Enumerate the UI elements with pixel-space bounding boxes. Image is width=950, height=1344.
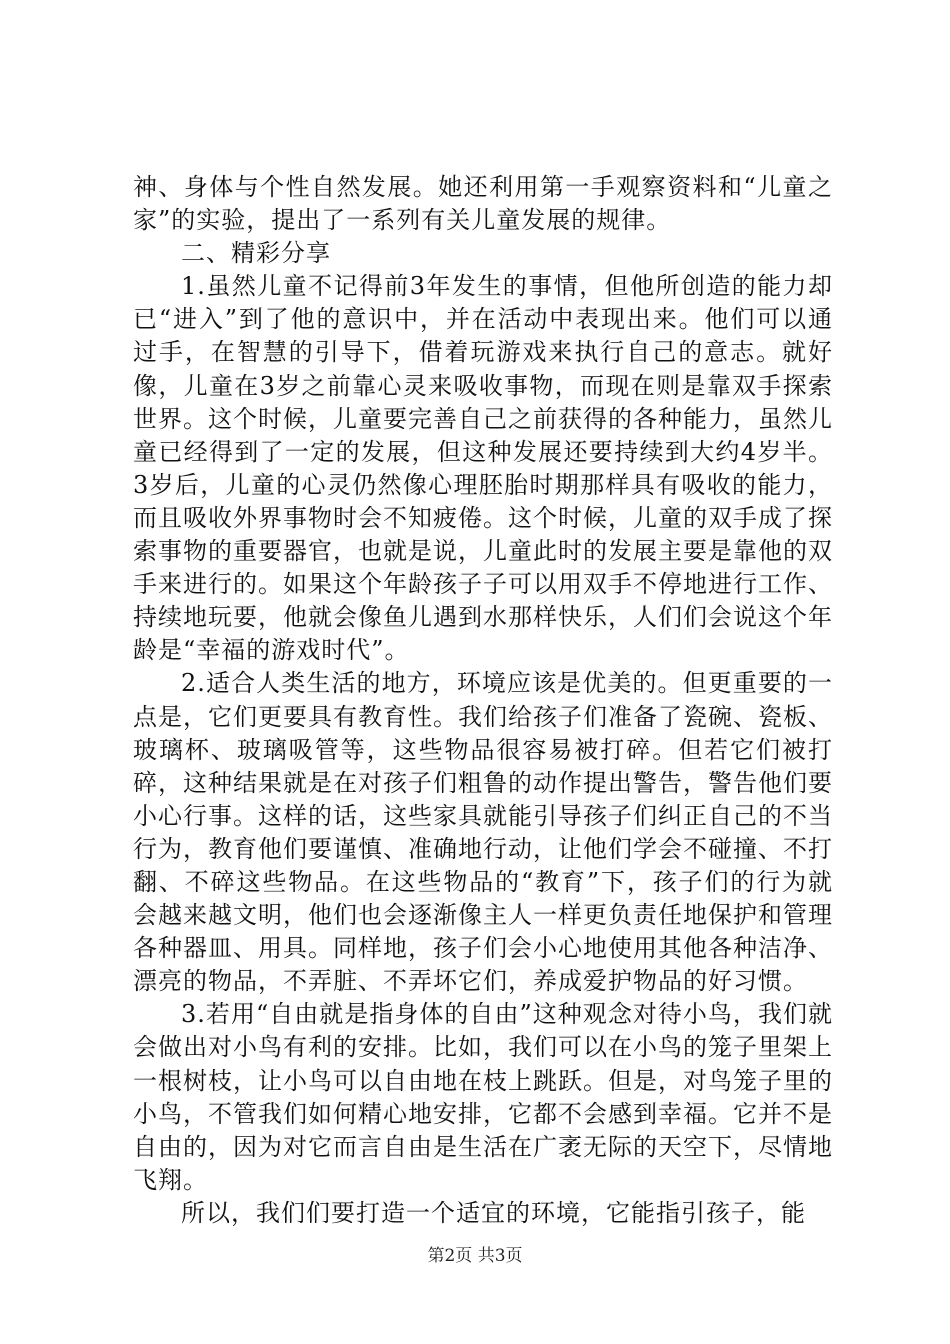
document-body <box>133 171 833 1230</box>
paragraph-point-2: 2.适合人类生活的地方，环境应该是优美的。但更重要的一点是，它们更要具有教育性。我们给孩子们准备了瓷碗、瓷板、玻璃杯、玻璃吸管等，这些物品很容易被打碎。但若它们被打碎，这种结果就是在对孩子们粗鲁的动作提出警告，警告他们要小心行事。这样的话，这些家具就能引导孩子们纠正自己的不当行为，教育他们要谨慎、准确地行动，让他们学会不碰撞、不打翻、不碎这些物品。在这些物品的“教育”下，孩子们的行为就会越来越文明，他们也会逐渐像主人一样更负责任地保护和管理各种器皿、用具。同样地，孩子们会小心地使用其他各种洁净、漂亮的物品，不弄脏、不弄坏它们，养成爱护物品的好习惯。 <box>133 669 833 996</box>
page-footer: 第2页 共3页 <box>427 1246 523 1266</box>
section-heading-highlights: 二、精彩分享 <box>181 239 331 268</box>
paragraph-conclusion: 所以，我们们要打造一个适宜的环境，它能指引孩子，能 <box>181 1198 806 1227</box>
paragraph-continuation: 神、身体与个性自然发展。她还利用第一手观察资料和“儿童之家”的实验，提出了一系列有关儿童发展的规律。 <box>133 173 833 235</box>
paragraph-point-3: 3.若用“自由就是指身体的自由”这种观念对待小鸟，我们就会做出对小鸟有利的安排。比如，我们可以在小鸟的笼子里架上一根树枝，让小鸟可以自由地在枝上跳跃。但是，对鸟笼子里的小鸟，不管我们如何精心地安排，它都不会感到幸福。它并不是自由的，因为对它而言自由是生活在广袤无际的天空下，尽情地飞翔。 <box>133 1000 833 1194</box>
paragraph-point-1: 1.虽然儿童不记得前3年发生的事情，但他所创造的能力却已“进入”到了他的意识中，并在活动中表现出来。他们可以通过手，在智慧的引导下，借着玩游戏来执行自己的意志。就好像，儿童在3岁之前靠心灵来吸收事物，而现在则是靠双手探索世界。这个时候，儿童要完善自己之前获得的各种能力，虽然儿童已经得到了一定的发展，但这种发展还要持续到大约4岁半。3岁后，儿童的心灵仍然像心理胚胎时期那样具有吸收的能力，而且吸收外界事物时会不知疲倦。这个时候，儿童的双手成了探索事物的重要器官，也就是说，儿童此时的发展主要是靠他的双手来进行的。如果这个年龄孩子子可以用双手不停地进行工作、持续地玩要，他就会像鱼儿遇到水那样快乐，人们们会说这个年龄是“幸福的游戏时代”。 <box>133 272 833 665</box>
